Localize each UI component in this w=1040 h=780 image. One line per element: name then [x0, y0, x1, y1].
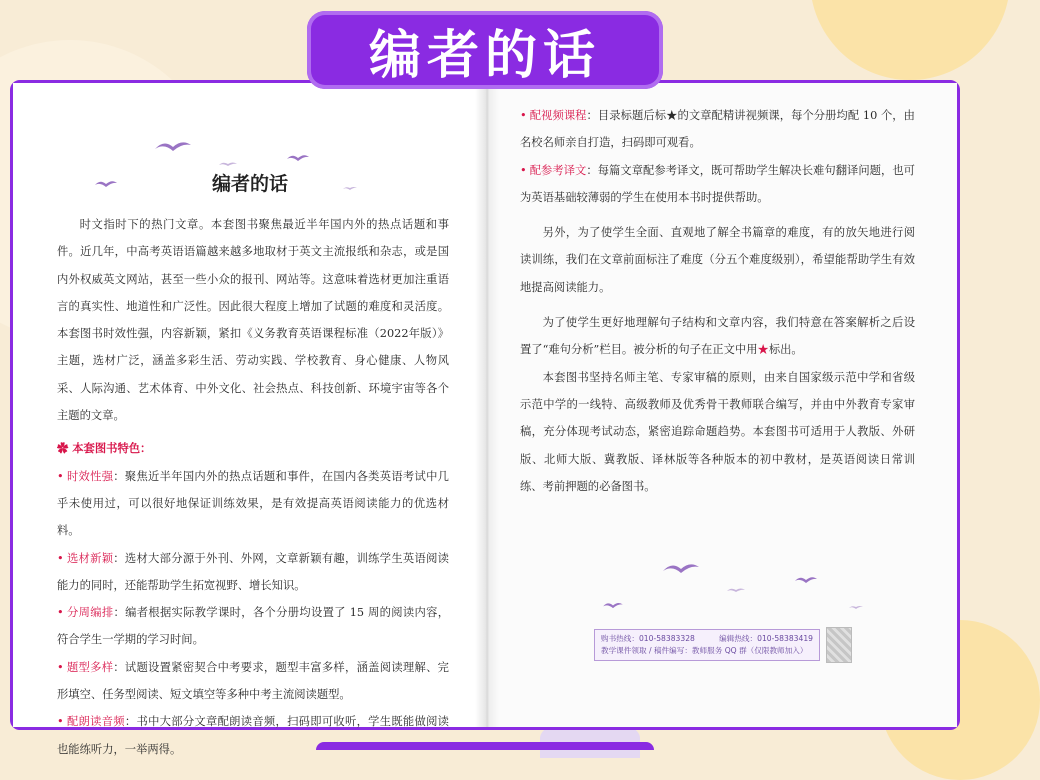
feature-item: • 配参考译文：每篇文章配参考译文，既可帮助学生解决长难句翻译问题，也可为英语基础较薄弱的学生在使用本书时提供帮助。	[520, 163, 915, 204]
left-page	[13, 83, 487, 756]
bird-icon	[663, 561, 699, 575]
star-icon: ★	[757, 343, 769, 357]
teacher-service-line: 教学课件领取 / 稿件编写：教师服务 QQ 群（仅限教师加入）	[601, 646, 808, 655]
star-icon: ✿	[57, 441, 69, 456]
bird-icon	[155, 139, 191, 153]
bullet-icon: •	[520, 163, 527, 177]
analysis-paragraph: 为了使学生更好地理解句子结构和文章内容，我们特意在答案解析之后设置了“难句分析”栏目。被分析的句子在正文中用★标出。	[520, 316, 915, 357]
feature-item: • 时效性强：聚焦近半年国内外的热点话题和事件，在国内各类英语考试中几乎未使用过，可以很好地保证训练效果，是有效提高英语阅读能力的优选材料。	[57, 469, 449, 538]
bird-icon	[287, 153, 309, 162]
page-title: 编者的话	[211, 173, 288, 195]
star-icon: ★	[666, 109, 678, 122]
bird-icon	[795, 575, 817, 584]
bird-icon	[603, 601, 623, 609]
book-spine	[475, 83, 499, 727]
editorial-paragraph: 本套图书坚持名师主笔、专家审稿的原则，由来自国家级示范中学和省级示范中学的一线特、高级教师及优秀骨干教师联合编写，并由中外教育专家审稿，充分体现考试动态，紧密追踪命题趋势。本套图书可适用于人教版、外研版、北师大版、冀教版、译林版等各种版本的初中教材，是英语阅读日常训练、考前押题的必备图书。	[520, 370, 915, 493]
right-page-body	[520, 102, 915, 500]
banner-title: 编者的话	[368, 25, 601, 86]
feature-item: • 分周编排：编者根据实际教学课时，各个分册均设置了 15 周的阅读内容，符合学生一学期的学习时间。	[57, 606, 449, 647]
left-page-body	[57, 211, 449, 763]
features-heading: ✿ 本套图书特色：	[57, 441, 152, 456]
bullet-icon: •	[57, 469, 64, 483]
bullet-icon: •	[57, 606, 64, 620]
bullet-icon: •	[57, 660, 64, 674]
bullet-icon: •	[57, 551, 64, 565]
bottom-banner-edge	[316, 742, 654, 750]
feature-item: • 配视频课程：目录标题后标★的文章配精讲视频课，每个分册均配 10 个，由名校名师亲自打造，扫码即可观看。	[520, 109, 915, 150]
bullet-icon: •	[57, 715, 64, 729]
bird-icon	[219, 161, 237, 167]
bullet-icon: •	[520, 109, 527, 122]
purchase-hotline: 购书热线：010-58383328	[601, 634, 695, 643]
feature-item: • 配朗读音频：书中大部分文章配朗读音频，扫码即可收听，学生既能做阅读也能练听力，一举两得。	[57, 715, 449, 756]
difficulty-paragraph: 另外，为了使学生全面、直观地了解全书篇章的难度，有的放矢地进行阅读训练，我们在文章前面标注了难度（分五个难度级别），希望能帮助学生有效地提高阅读能力。	[520, 226, 915, 294]
feature-item: • 选材新颖：选材大部分源于外刊、外网，文章新颖有趣，训练学生英语阅读能力的同时，还能帮助学生拓宽视野、增长知识。	[57, 551, 449, 592]
bird-icon	[849, 605, 863, 610]
background-circle	[810, 0, 1010, 80]
title-banner	[307, 11, 663, 89]
intro-paragraph: 时文指时下的热门文章。本套图书聚焦最近半年国内外的热点话题和事件。近几年，中高考英语语篇越来越多地取材于英文主流报纸和杂志，或是国内外权威英文网站，甚至一些小众的报刊、网站等。这意味着选材更加注重语言的真实性、地道性和广泛性。因此很大程度上增加了试题的难度和灵活度。本套图书时效性强，内容新颖，紧扣《义务教育英语课程标准（2022年版）》主题，选材广泛，涵盖多彩生活、劳动实践、学校教育、身心健康、人物风采、人际沟通、艺术体育、中外文化、社会热点、科技创新、环境宇宙等各个主题的文章。	[57, 218, 449, 423]
editor-hotline: 编辑热线：010-58383419	[719, 634, 813, 643]
bird-icon	[727, 587, 745, 593]
feature-item: • 题型多样：试题设置紧密契合中考要求，题型丰富多样，涵盖阅读理解、完形填空、任务型阅读、短文填空等多种中考主流阅读题型。	[57, 660, 449, 702]
contact-info-box	[594, 629, 820, 661]
qr-code	[826, 627, 852, 663]
